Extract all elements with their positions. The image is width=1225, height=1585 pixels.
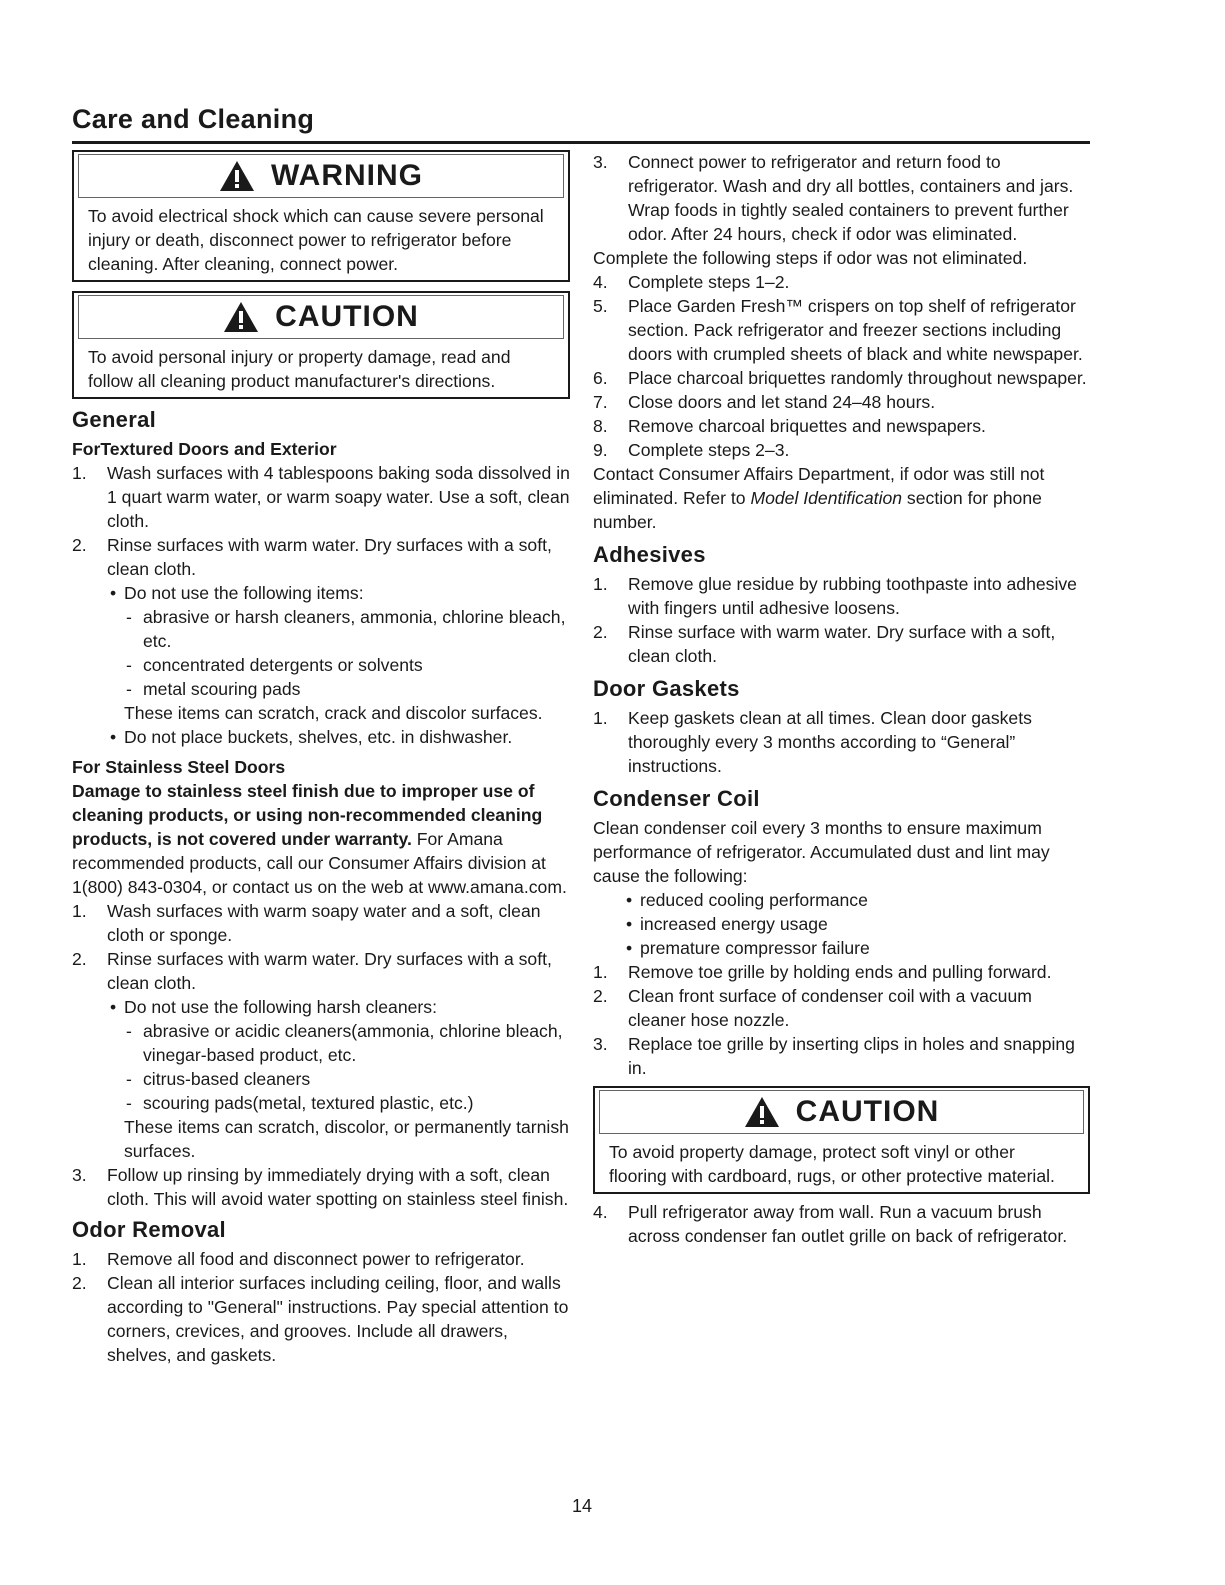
list-item: 2. Rinse surface with warm water. Dry surface with a soft, clean cloth. — [593, 622, 1056, 666]
gaskets-steps — [593, 706, 1093, 778]
adhesives-heading: Adhesives — [593, 542, 706, 567]
warning-label: WARNING — [271, 159, 423, 192]
list-item: 1. Wash surfaces with 4 tablespoons baking soda dissolved in 1 quart warm water, or warm soapy water. Use a soft, clean cloth. — [72, 463, 570, 531]
warning-triangle-icon — [219, 160, 255, 192]
odor-contact-text: Contact Consumer Affairs Department, if odor was still not eliminated. Refer to Model Identification section for phone number. — [593, 464, 1045, 532]
odor-steps-a — [72, 1247, 570, 1367]
stainless-subheading: For Stainless Steel Doors — [72, 757, 286, 777]
list-item: 4. Pull refrigerator away from wall. Run a vacuum brush across condenser fan outlet grille on back of refrigerator. — [593, 1202, 1068, 1246]
list-item: 1. Remove glue residue by rubbing toothpaste into adhesive with fingers until adhesive loosens. — [593, 574, 1077, 618]
caution-text-2: To avoid property damage, protect soft vinyl or other flooring with cardboard, rugs, or other protective material. — [609, 1142, 1055, 1186]
list-item: • Do not use the following harsh cleaners: — [107, 995, 570, 1019]
odor-steps-b — [593, 270, 1093, 462]
textured-steps — [72, 461, 570, 581]
warning-header — [78, 154, 564, 198]
textured-cautions — [72, 581, 570, 749]
warning-box — [72, 150, 570, 282]
gaskets-heading: Door Gaskets — [593, 676, 740, 701]
caution-header-2 — [599, 1090, 1084, 1134]
general-heading: General — [72, 407, 157, 432]
list-item: 2. Clean all interior surfaces including ceiling, floor, and walls according to "General" instructions. Pay special attention to corners, crevices, and grooves. Include all drawers, shelves, and gaskets. — [72, 1273, 569, 1365]
right-column — [593, 150, 1093, 1248]
caution-box-1 — [72, 291, 570, 399]
adhesives-steps — [593, 572, 1093, 668]
list-item: 2. Rinse surfaces with warm water. Dry surfaces with a soft, clean cloth. — [72, 535, 552, 579]
list-item: 3. Connect power to refrigerator and return food to refrigerator. Wash and dry all bottles, containers and jars. Wrap foods in tightly sealed containers to prevent further odor. After 24 hours, check if odor was eliminated. — [593, 152, 1074, 244]
stainless-cautions — [72, 995, 570, 1163]
caution-label-2: CAUTION — [795, 1095, 940, 1128]
odor-mid-text: Complete the following steps if odor was not eliminated. — [593, 248, 1028, 268]
title-rule — [72, 141, 1090, 144]
list-item: 6. Place charcoal briquettes randomly throughout newspaper. — [593, 368, 1087, 388]
list-item: - metal scouring pads — [124, 677, 570, 701]
warning-triangle-icon — [744, 1096, 780, 1128]
list-item: - citrus-based cleaners — [124, 1067, 570, 1091]
list-item: 8. Remove charcoal briquettes and newspapers. — [593, 416, 986, 436]
textured-subheading: ForTextured Doors and Exterior — [72, 439, 337, 459]
caution-header-1 — [78, 295, 564, 339]
list-item: 1. Keep gaskets clean at all times. Clean door gaskets thoroughly every 3 months according to “General” instructions. — [593, 708, 1032, 776]
list-item: 2. Rinse surfaces with warm water. Dry surfaces with a soft, clean cloth. — [72, 949, 552, 993]
list-item: 1. Remove toe grille by holding ends and pulling forward. — [593, 962, 1052, 982]
page-number: 14 — [572, 1496, 593, 1516]
list-item: • premature compressor failure — [623, 936, 1093, 960]
textured-note: These items can scratch, crack and discolor surfaces. — [124, 703, 543, 723]
list-item: 3. Replace toe grille by inserting clips in holes and snapping in. — [593, 1034, 1075, 1078]
list-item: • Do not place buckets, shelves, etc. in dishwasher. — [107, 725, 570, 749]
list-item: 9. Complete steps 2–3. — [593, 440, 790, 460]
odor-heading: Odor Removal — [72, 1217, 226, 1242]
caution-text-1: To avoid personal injury or property damage, read and follow all cleaning product manufacturer's directions. — [88, 347, 511, 391]
page-title: Care and Cleaning — [72, 104, 315, 134]
list-item: - abrasive or harsh cleaners, ammonia, chlorine bleach, etc. — [124, 605, 570, 653]
list-item: - scouring pads(metal, textured plastic, etc.) — [124, 1091, 570, 1115]
stainless-steps — [72, 899, 570, 995]
condenser-steps — [593, 960, 1093, 1080]
warning-triangle-icon — [223, 301, 259, 333]
list-item: 3. Follow up rinsing by immediately drying with a soft, clean cloth. This will avoid water spotting on stainless steel finish. — [72, 1165, 569, 1209]
condenser-bullets — [593, 888, 1093, 960]
list-item: - concentrated detergents or solvents — [124, 653, 570, 677]
list-item: 7. Close doors and let stand 24–48 hours. — [593, 392, 936, 412]
stainless-note: These items can scratch, discolor, or permanently tarnish surfaces. — [124, 1117, 569, 1161]
left-column — [72, 150, 570, 1367]
condenser-intro: Clean condenser coil every 3 months to ensure maximum performance of refrigerator. Accumulated dust and lint may cause the following: — [593, 818, 1050, 886]
list-item: • increased energy usage — [623, 912, 1093, 936]
list-item: • reduced cooling performance — [623, 888, 1093, 912]
list-item: 5. Place Garden Fresh™ crispers on top shelf of refrigerator section. Pack refrigerator and freezer sections including doors with crumpled sheets of black and white newspaper. — [593, 296, 1083, 364]
caution-box-2 — [593, 1086, 1090, 1194]
stainless-intro: Damage to stainless steel finish due to improper use of cleaning products, or using non-recommended cleaning products, is not covered under warranty. For Amana recommended products, call our Consumer Affairs division at 1(800) 843-0304, or contact us on the web at www.amana.com. — [72, 781, 567, 897]
caution-label-1: CAUTION — [275, 300, 419, 333]
list-item: 1. Wash surfaces with warm soapy water and a soft, clean cloth or sponge. — [72, 901, 541, 945]
list-item: - abrasive or acidic cleaners(ammonia, chlorine bleach, vinegar-based product, etc. — [124, 1019, 570, 1067]
list-item: 1. Remove all food and disconnect power to refrigerator. — [72, 1249, 525, 1269]
list-item: • Do not use the following items: — [107, 581, 570, 605]
condenser-heading: Condenser Coil — [593, 786, 760, 811]
list-item: 4. Complete steps 1–2. — [593, 272, 790, 292]
odor-steps-a-cont — [593, 150, 1093, 246]
warning-text: To avoid electrical shock which can cause severe personal injury or death, disconnect power to refrigerator before cleaning. After cleaning, connect power. — [88, 206, 544, 274]
list-item: 2. Clean front surface of condenser coil with a vacuum cleaner hose nozzle. — [593, 986, 1032, 1030]
